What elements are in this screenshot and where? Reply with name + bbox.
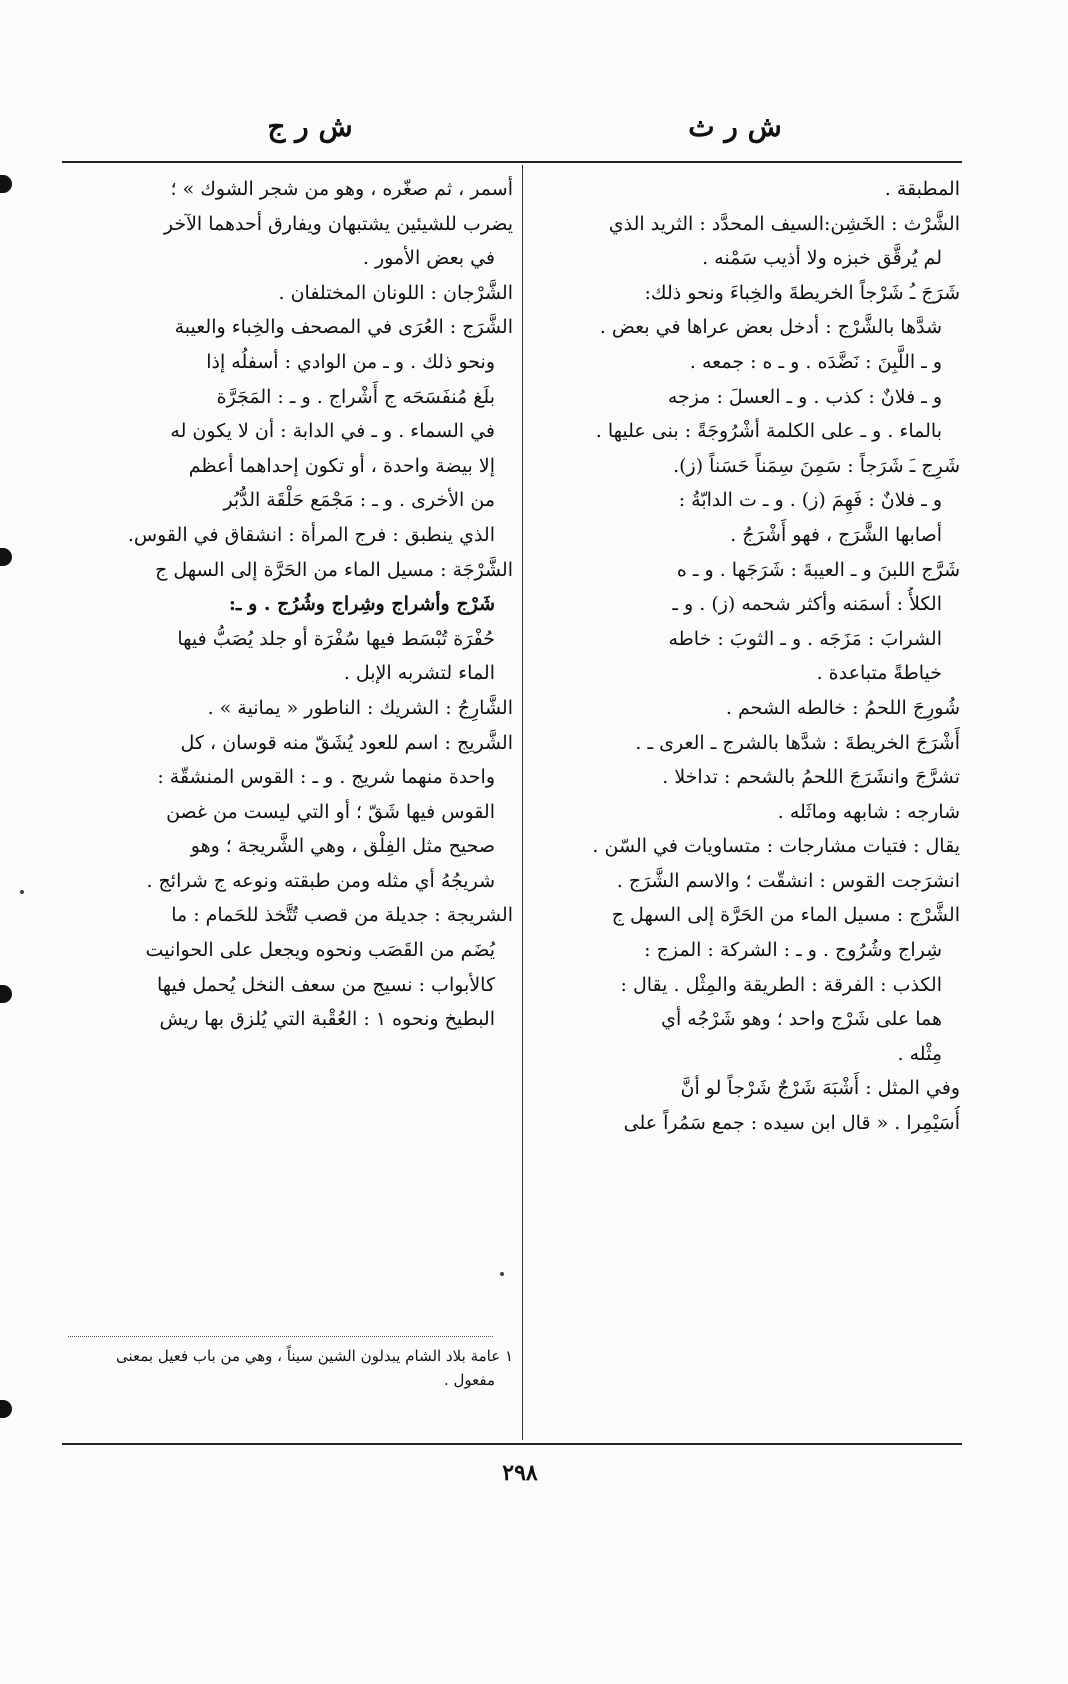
text-line: شِراج وشُرُوج . و ـ : الشركة : المزج : — [644, 939, 942, 962]
scan-dot — [500, 1272, 504, 1276]
entry-line: شَرَّج اللبنَ و ـ العيبةَ : شَرَجَها . و ـ ه — [676, 558, 960, 581]
text-line: شَرْج وأشراج وشِراج وشُرُج . و ـ: — [228, 593, 495, 616]
entry-line: الشَّارِجُ : الشريك : الناطور « يمانية » . — [207, 696, 513, 719]
text-line: مِثْله . — [897, 1042, 942, 1065]
right-column — [528, 172, 960, 1141]
entry-line: الشَّرْجَة : مسيل الماء من الحَرَّة إلى السهل ج — [155, 558, 513, 581]
text-line: المطبقة . — [884, 178, 960, 200]
text-line: بالماء . و ـ على الكلمة أشْرُوجَةً : بنى عليها . — [595, 420, 942, 443]
text-line: الشرابَ : مَزَجَه . و ـ الثوبَ : خاطه — [668, 627, 942, 650]
text-line: في بعض الأمور . — [362, 247, 495, 270]
text-line: في السماء . و ـ في الدابة : أن لا يكون له — [170, 420, 495, 443]
footnote-rule — [68, 1336, 493, 1337]
scan-dot — [20, 890, 24, 894]
running-header-left: ش ر ج — [267, 110, 353, 143]
text-line: لم يُرقَّق خبزه ولا أذيب سَمْنه . — [702, 247, 942, 270]
running-header-right: ش ر ث — [688, 110, 782, 143]
page-number: ٢٩٨ — [502, 1460, 538, 1486]
entry-line: شَرَجَ ـُ شَرْجاً الخريطةَ والخِباءَ ونحو ذلك: — [644, 281, 960, 304]
text-line: واحدة منهما شريج . و ـ : القوس المنشقّة : — [157, 766, 495, 789]
entry-line: شَرِج ـَ شَرَجاً : سَمِنَ سِمَناً حَسَناً (ز). — [673, 454, 960, 477]
text-line: الكذب : الفرقة : الطريقة والمِثْل . يقال : — [620, 973, 942, 996]
text-line: وفي المثل : أَشْبَهَ شَرْجٌ شَرْجاً لو أنَّ — [680, 1077, 960, 1100]
entry-line: الشَّرْث : الخَشِن:السيف المحدَّد : الثريد الذي — [608, 212, 960, 235]
text-line: خياطةً متباعدة . — [816, 662, 942, 685]
text-line: صحيح مثل الفِلْق ، وهي الشَّريجة ؛ وهو — [190, 835, 495, 858]
text-line: أسمر ، ثم صغّره ، وهو من شجر الشوك » ؛ — [170, 178, 513, 200]
text-line: ونحو ذلك . و ـ من الوادي : أسفلُه إذا — [206, 350, 495, 373]
scan-edge-mark — [0, 1400, 12, 1418]
text-line: الكلأُ : أسمَنه وأكثر شحمه (ز) . و ـ — [672, 593, 942, 616]
entry-line: شُورِجَ اللحمُ : خالطه الشحم . — [725, 696, 960, 719]
text-line: القوس فيها شَقّ ؛ أو التي ليست من غصن — [166, 800, 495, 823]
left-column — [68, 172, 513, 1037]
text-line: الماء لتشربه الإبل . — [343, 662, 495, 685]
entry-line: الشَّرْج : مسيل الماء من الحَرَّة إلى السهل ج — [611, 904, 960, 927]
text-line: و ـ اللَّبِنَ : نَضَّدَه . و ـ ه : جمعه . — [689, 350, 942, 373]
text-line: من الأخرى . و ـ : مَجْمَع حَلْقَة الدُّبُر — [223, 489, 495, 512]
text-line: أصابها الشَّرَج ، فهو أَشْرَجُ . — [730, 523, 942, 546]
scan-edge-mark — [0, 985, 12, 1003]
text-line: يقال : فتيات مشارجات : متساويات في السّن . — [592, 835, 960, 858]
entry-line: الشَّريج : اسم للعود يُشَقّ منه قوسان ، كل — [180, 731, 513, 754]
text-line: يضرب للشيئين يشتبهان ويفارق أحدهما الآخر — [163, 212, 513, 235]
entry-line: الشَّرْجان : اللونان المختلفان . — [278, 281, 513, 304]
text-line: إلا بيضة واحدة ، أو تكون إحداهما أعظم — [188, 454, 495, 477]
footnote-line: ١ عامة بلاد الشام يبدلون الشين سيناً ، وهي من باب فعيل بمعنى — [115, 1347, 513, 1365]
footnote-line: مفعول . — [443, 1371, 495, 1389]
entry-line: انشرَجت القوس : انشقّت ؛ والاسم الشَّرَج . — [616, 869, 960, 892]
header-rule — [62, 161, 962, 163]
scan-edge-mark — [0, 548, 12, 566]
scan-edge-mark — [0, 175, 12, 193]
text-line: و ـ فلانٌ : كذب . و ـ العسلَ : مزجه — [667, 385, 942, 408]
entry-line: الشَّرَج : العُرَى في المصحف والخِباء والعيبة — [174, 316, 513, 339]
text-line: يُضَم من القَصَب ونحوه ويجعل على الحوانيت — [145, 939, 495, 962]
footer-rule — [62, 1443, 962, 1445]
text-line: هما على شَرْج واحد ؛ وهو شَرْجُه أي — [661, 1008, 942, 1031]
column-divider — [522, 165, 523, 1440]
entry-line: الشريجة : جديلة من قصب تُتَّخذ للحَمام : ما — [171, 904, 513, 927]
text-line: شريجُهُ أي مثله ومن طبقته ونوعه ج شرائج . — [146, 869, 495, 892]
text-line: كالأبواب : نسيج من سعف النخل يُحمل فيها — [157, 973, 495, 996]
text-line: و ـ فلانٌ : فَهِمَ (ز) . و ـ ت الدابّةُ : — [678, 489, 942, 512]
entry-line: شارجه : شابهه وماثَله . — [777, 800, 960, 823]
text-line: البطيخ ونحوه ١ : العُقْبة التي يُلزق بها ريش — [159, 1008, 495, 1031]
text-line: الذي ينطبق : فرج المرأة : انشقاق في القوس. — [127, 523, 495, 546]
text-line: حُفْرَة تُبْسَط فيها سُفْرَة أو جلد يُصَبُّ فيها — [177, 627, 495, 650]
footnote — [68, 1344, 513, 1392]
text-line: أُسَيْمِرا . « قال ابن سيده : جمع سَمُراً على — [623, 1112, 960, 1135]
text-line: شدَّها بالشَّرْج : أدخل بعض عراها في بعض . — [599, 316, 942, 339]
entry-line: تشرَّجَ وانشَرَجَ اللحمُ بالشحم : تداخلا . — [662, 766, 960, 789]
text-line: بلَغ مُنفَسَحَه ج أَشْراج . و ـ : المَجَرَّة — [216, 385, 495, 408]
entry-line: أَشْرَجَ الخريطةَ : شدَّها بالشرج ـ العرى ـ . — [635, 731, 960, 754]
